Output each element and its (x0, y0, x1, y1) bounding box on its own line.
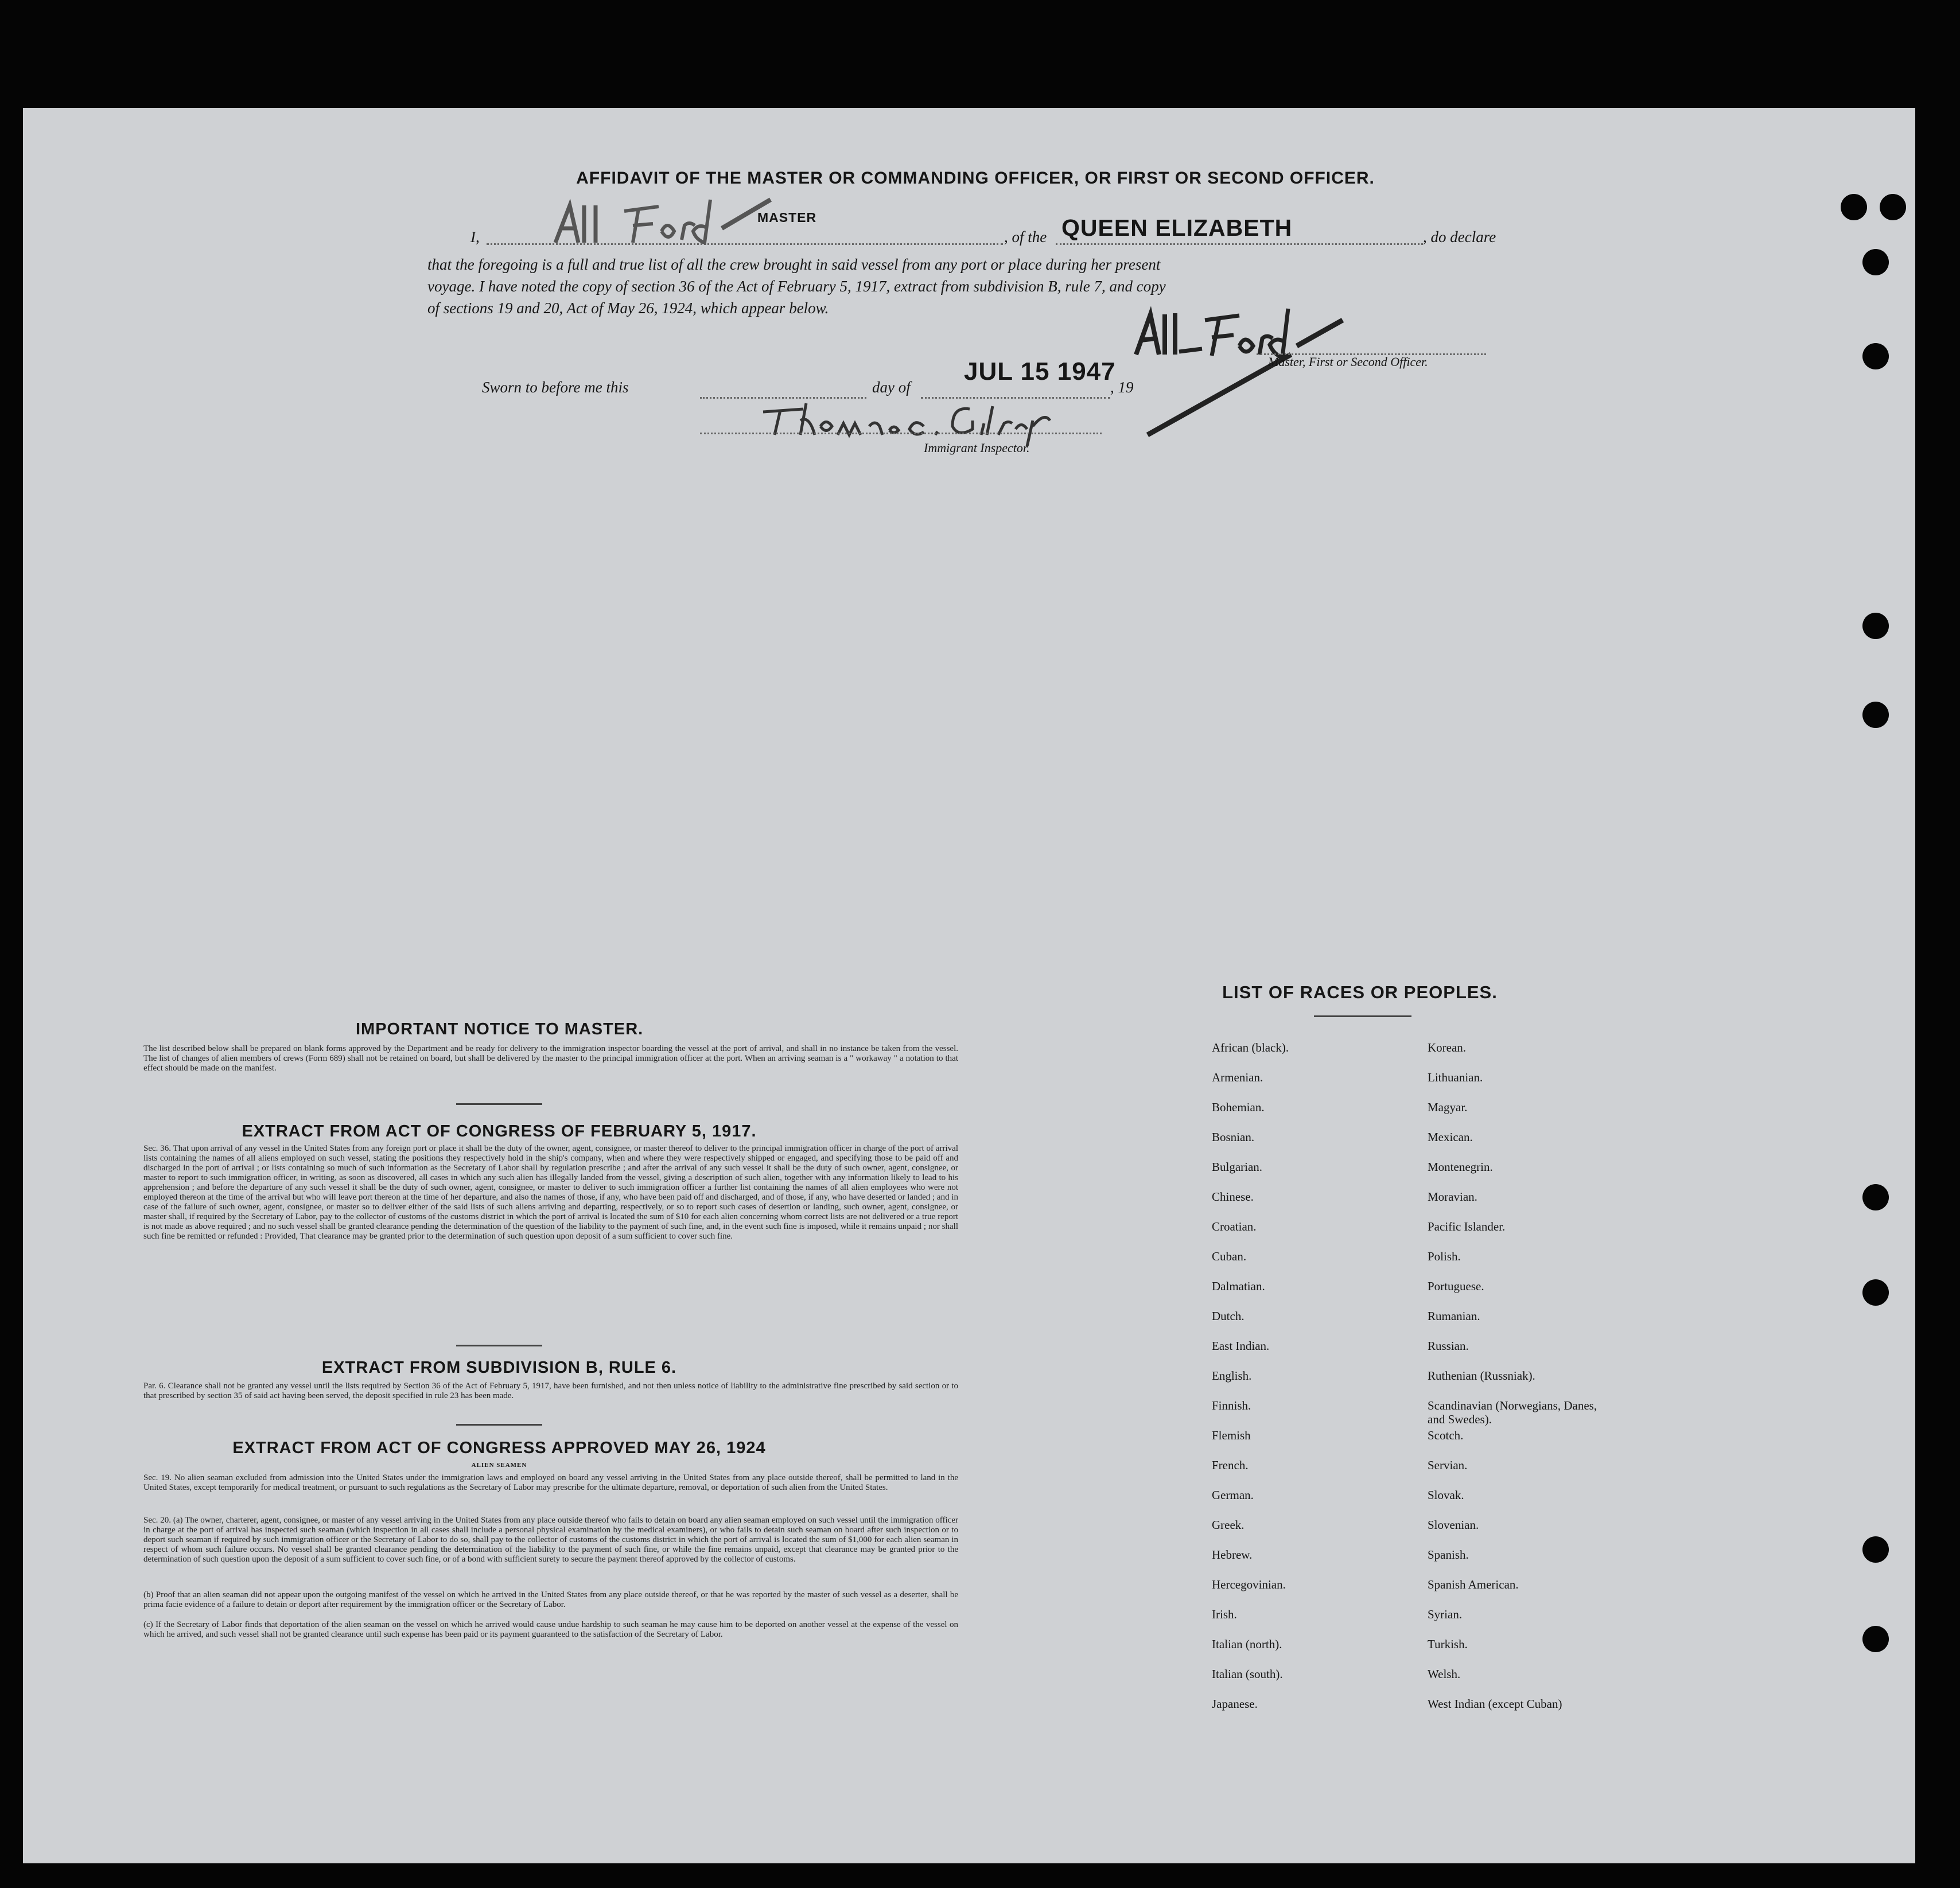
race-item: Slovak. (1428, 1488, 1464, 1502)
extract-1917-text: Sec. 36. That upon arrival of any vessel in the United States from any foreign port or place it shall be the duty of the owner, agent, consignee, or master thereof to deliver to the principal immigration officer in charge of the port of arrival lists containing the names of all aliens employed on such vessel, stating the positions they respectively hold in the ship's company, when and where they were respectively shipped or engaged, and specifying those to be paid off and discharged in the port of arrival ; or lists containing so much of such information as the Secretary of Labor shall by regulation prescribe ; and after the arrival of any such vessel it shall be the duty of such owner, agent, consignee, or master to report to such immigration officer, in writing, as soon as discovered, all cases in which any such alien has illegally landed from the vessel, giving a description of such alien, together with any information likely to lead to his apprehension ; and before the departure of any such vessel it shall be the duty of such owner, agent, consignee, or master to deliver to such immigration officer a further list containing the names of all alien employees who were not employed thereon at the time of the arrival but who will leave port thereon at the time of her departure, and also the names of those, if any, who have been paid off and discharged, and of those, if any, who have deserted or landed ; and in case of the failure of such owner, agent, consignee, or master so to deliver either of the said lists of such aliens arriving and departing, respectively, or so to report such cases of desertion or landing, such owner, agent, consignee, or master shall, if required by the Secretary of Labor, pay to the collector of customs of the customs district in which the port of arrival is located the sum of $10 for each alien concerning whom correct lists are not delivered or a true report is not made as above required ; and no such vessel shall be granted clearance pending the determination of the question of the liability to the payment of such fine, and, in the event such fine is imposed, while it remains unpaid ; nor shall such fine be remitted or refunded : Provided, That clearance may be granted prior to the determination of such question upon deposit of a sum sufficient to cover such fine. (143, 1144, 958, 1241)
race-item: Syrian. (1428, 1607, 1463, 1621)
affidavit-line-1: that the foregoing is a full and true list of all the crew brought in said vessel from any port or place during her present (427, 256, 1161, 273)
extract-1924-sec19: Sec. 19. No alien seaman excluded from admission into the United States under the immigration laws and employed on board any vessel arriving in the United States from any place outside thereof, shall be permitted to land in the United States, except temporarily for medical treatment, or pursuant to such regulations as the Secretary of Labor may prescribe for the ultimate departure, removal, or deportation of such alien from the United States. (143, 1473, 958, 1492)
race-item: English. (1212, 1369, 1252, 1383)
race-item: Flemish (1212, 1428, 1251, 1442)
subdivision-b-title: EXTRACT FROM SUBDIVISION B, RULE 6. (321, 1358, 677, 1377)
race-item: Japanese. (1212, 1697, 1258, 1711)
inspector-line (700, 433, 1102, 434)
notice-title: IMPORTANT NOTICE TO MASTER. (356, 1020, 644, 1038)
races-divider (1314, 1015, 1411, 1017)
race-item: Korean. (1428, 1041, 1467, 1054)
race-item: Turkish. (1428, 1637, 1468, 1651)
punch-hole (1862, 343, 1889, 369)
race-item: Ruthenian (Russniak). (1428, 1369, 1535, 1383)
race-item: East Indian. (1212, 1339, 1270, 1353)
race-item: Mexican. (1428, 1130, 1473, 1144)
notice-text: The list described below shall be prepared on blank forms approved by the Department and be ready for delivery to the immigration inspector boarding the vessel at the port of arrival, and shall in no instance be taken from the vessel. The list of changes of alien members of crews (Form 689) shall not be retained on board, but shall be delivered by the master to the principal immigration officer at the port. When an arriving seaman is a " workaway " a notation to that effect should be made on the manifest. (143, 1044, 958, 1073)
punch-hole (1880, 194, 1906, 220)
race-item: Welsh. (1428, 1667, 1461, 1681)
inspector-caption: Immigrant Inspector. (924, 441, 1030, 455)
race-item: Russian. (1428, 1339, 1469, 1353)
punch-hole (1862, 1536, 1889, 1563)
do-declare-label: , do declare (1423, 228, 1496, 246)
sworn-label: Sworn to before me this (482, 379, 629, 396)
race-item: Bulgarian. (1212, 1160, 1263, 1174)
race-item: Italian (south). (1212, 1667, 1283, 1681)
race-item: Bohemian. (1212, 1100, 1265, 1114)
race-item: Croatian. (1212, 1220, 1257, 1233)
punch-hole (1862, 1279, 1889, 1306)
race-item: Pacific Islander. (1428, 1220, 1506, 1233)
punch-hole (1862, 1184, 1889, 1210)
race-item: Italian (north). (1212, 1637, 1282, 1651)
race-item: Montenegrin. (1428, 1160, 1493, 1174)
race-item: Rumanian. (1428, 1309, 1480, 1323)
divider-1 (456, 1103, 542, 1105)
extract-1924-sec20c: (c) If the Secretary of Labor finds that deportation of the alien seaman on the vessel on which he arrived would cause undue hardship to such seaman he may cause him to be deported on another vessel at the expense of the vessel on which he arrived, and such vessel shall not be granted clearance until such expense has been paid or its payment guaranteed to the satisfaction of the Secretary of Labor. (143, 1620, 958, 1639)
punch-hole (1862, 613, 1889, 639)
race-item: Portuguese. (1428, 1279, 1484, 1293)
master-signature (1125, 303, 1366, 441)
race-item: Finnish. (1212, 1399, 1251, 1412)
i-label: I, (470, 228, 480, 246)
race-item: Irish. (1212, 1607, 1237, 1621)
races-title: LIST OF RACES OR PEOPLES. (1222, 982, 1498, 1002)
subdivision-b-text: Par. 6. Clearance shall not be granted any vessel until the lists required by Section 36 of the Act of February 5, 1917, have been furnished, and not then unless notice of liability to the administrative fine prescribed by said section or to that prescribed by section 35 of said act having been served, the deposit specified in rule 23 has been made. (143, 1381, 958, 1400)
vessel-line (1056, 243, 1423, 245)
inspector-signature (752, 395, 1073, 446)
vessel-name-stamp: QUEEN ELIZABETH (1061, 215, 1293, 241)
document-page (23, 108, 1915, 1863)
extract-1924-title: EXTRACT FROM ACT OF CONGRESS APPROVED MAY 26, 1924 (232, 1439, 766, 1457)
race-item: Hercegovinian. (1212, 1578, 1286, 1591)
affidavit-line-3: of sections 19 and 20, Act of May 26, 1924, which appear below. (427, 299, 829, 317)
race-item: Cuban. (1212, 1249, 1247, 1263)
race-item: Scandinavian (Norwegians, Danes, and Swedes). (1428, 1399, 1597, 1426)
punch-hole (1862, 702, 1889, 728)
divider-3 (456, 1424, 542, 1426)
race-item: Dalmatian. (1212, 1279, 1265, 1293)
of-the-label: , of the (1004, 228, 1047, 246)
year-label: , 19 (1110, 379, 1134, 396)
master-name-handwriting (538, 188, 779, 251)
signature-caption: Master, First or Second Officer. (1268, 355, 1428, 369)
race-item: German. (1212, 1488, 1254, 1502)
race-item: Greek. (1212, 1518, 1245, 1532)
race-item: Lithuanian. (1428, 1070, 1483, 1084)
race-item: Dutch. (1212, 1309, 1245, 1323)
punch-hole (1862, 1626, 1889, 1652)
race-item: Chinese. (1212, 1190, 1254, 1204)
race-item: African (black). (1212, 1041, 1289, 1054)
race-item: Servian. (1428, 1458, 1468, 1472)
divider-2 (456, 1345, 542, 1346)
race-item: Slovenian. (1428, 1518, 1479, 1532)
race-item: French. (1212, 1458, 1249, 1472)
race-item: Magyar. (1428, 1100, 1468, 1114)
extract-1917-title: EXTRACT FROM ACT OF CONGRESS OF FEBRUARY 5, 1917. (242, 1122, 757, 1140)
day-of-label: day of (872, 379, 911, 396)
extract-1924-subtitle: ALIEN SEAMEN (471, 1462, 527, 1469)
race-item: Armenian. (1212, 1070, 1263, 1084)
race-item: Hebrew. (1212, 1548, 1253, 1562)
extract-1924-sec20a: Sec. 20. (a) The owner, charterer, agent, consignee, or master of any vessel arriving in the United States from any place outside thereof who fails to detain on board any alien seaman employed on such vessel until the immigration officer in charge at the port of arrival has inspected such seaman (which inspection in all cases shall include a personal physical examination by the medical examiners), or who fails to detain such seaman on board after such inspection or to deport such seaman if required by such immigration officer or the Secretary of Labor to do so, shall pay to the collector of customs of the customs district in which the port of arrival is located the sum of $1,000 for each alien seaman in respect of whom such failure occurs. No vessel shall be granted clearance pending the determination of the liability to the payment of such fine, or while the fine remains unpaid, except that clearance may be granted prior to the determination of such question upon the deposit of a sum sufficient to cover such fine, or of a bond with sufficient surety to secure the payment thereof approved by the collector of customs. (143, 1516, 958, 1564)
race-item: Spanish. (1428, 1548, 1469, 1562)
punch-hole (1841, 194, 1867, 220)
rank-stamp: MASTER (757, 210, 817, 225)
affidavit-line-2: voyage. I have noted the copy of section 36 of the Act of February 5, 1917, extract from subdivision B, rule 7, and copy (427, 278, 1166, 295)
race-item: West Indian (except Cuban) (1428, 1697, 1562, 1711)
race-item: Moravian. (1428, 1190, 1477, 1204)
race-item: Bosnian. (1212, 1130, 1255, 1144)
extract-1924-sec20b: (b) Proof that an alien seaman did not appear upon the outgoing manifest of the vessel on which he arrived in the United States from any place outside thereof, or that he was reported by the master of such vessel as a deserter, shall be prima facie evidence of a failure to detain or deport after requirement by the immigration officer or the Secretary of Labor. (143, 1590, 958, 1609)
race-item: Spanish American. (1428, 1578, 1519, 1591)
affidavit-title: AFFIDAVIT OF THE MASTER OR COMMANDING OFFICER, OR FIRST OR SECOND OFFICER. (576, 169, 1375, 188)
race-item: Scotch. (1428, 1428, 1464, 1442)
date-stamp: JUL 15 1947 (964, 357, 1116, 386)
race-item: Polish. (1428, 1249, 1461, 1263)
punch-hole (1862, 249, 1889, 275)
